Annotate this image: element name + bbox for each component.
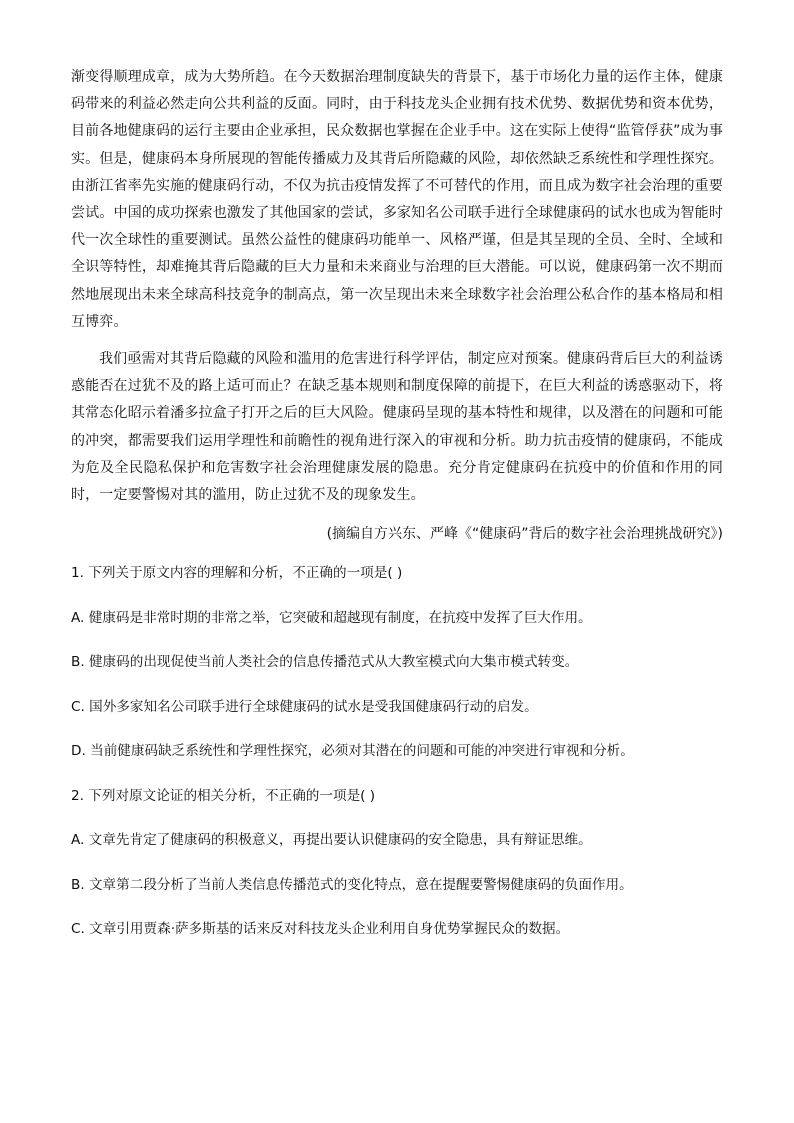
passage-paragraph-1: 渐变得顺理成章，成为大势所趋。在今天数据治理制度缺失的背景下，基于市场化力量的运作主体，健康码带来的利益必然走向公共利益的反面。同时，由于科技龙头企业拥有技术优势、数据优势和资本优势，目前各地健康码的运行主要由企业承担，民众数据也掌握在企业手中。这在实际上使得“监管俘获”成为事实。但是，健康码本身所展现的智能传播威力及其背后所隐藏的风险，却依然缺乏系统性和学理性探究。由浙江省率先实施的健康码行动，不仅为抗击疫情发挥了不可替代的作用，而且成为数字社会治理的重要尝试。中国的成功探索也激发了其他国家的尝试，多家知名公司联手进行全球健康码的试水也成为智能时代一次全球性的重要测试。虽然公益性的健康码功能单一、风格严谨，但是其呈现的全员、全时、全域和全识等特性，却难掩其背后隐藏的巨大力量和未来商业与治理的巨大潜能。可以说，健康码第一次不期而然地展现出未来全球高科技竞争的制高点，第一次呈现出未来全球数字社会治理公私合作的基本格局和相互博弈。	[71, 69, 723, 330]
question-1-option-d: D. 当前健康码缺乏系统性和学理性探究，必须对其潜在的问题和可能的冲突进行审视和分析。	[71, 743, 634, 760]
question-1-option-c: C. 国外多家知名公司联手进行全球健康码的试水是受我国健康码行动的启发。	[71, 698, 538, 715]
question-1-option-a: A. 健康码是非常时期的非常之举，它突破和超越现有制度，在抗疫中发挥了巨大作用。	[71, 609, 592, 626]
question-2-option-b: B. 文章第二段分析了当前人类信息传播范式的变化特点，意在提醒要警惕健康码的负面作用。	[71, 876, 633, 893]
passage-source: (摘编自方兴东、严峰《“健康码”背后的数字社会治理挑战研究》)	[326, 526, 723, 543]
question-1-option-b: B. 健康码的出现促使当前人类社会的信息传播范式从大教室模式向大集市模式转变。	[71, 654, 579, 671]
document-page	[71, 64, 723, 939]
question-2-option-a: A. 文章先肯定了健康码的积极意义，再提出要认识健康码的安全隐患，具有辩证思维。	[71, 832, 592, 849]
question-2-stem: 2. 下列对原文论证的相关分析，不正确的一项是( )	[71, 787, 376, 804]
passage-paragraph-2: 我们亟需对其背后隐藏的风险和滥用的危害进行科学评估，制定应对预案。健康码背后巨大的利益诱惑能否在过犹不及的路上适可而止？在缺乏基本规则和制度保障的前提下，在巨大利益的诱惑驱动下，将其常态化昭示着潘多拉盒子打开之后的巨大风险。健康码呈现的基本特性和规律，以及潜在的问题和可能的冲突，都需要我们运用学理性和前瞻性的视角进行深入的审视和分析。助力抗击疫情的健康码，不能成为危及全民隐私保护和危害数字社会治理健康发展的隐患。充分肯定健康码在抗疫中的价值和作用的同时，一定要警惕对其的滥用，防止过犹不及的现象发生。	[71, 351, 723, 504]
question-1	[71, 563, 723, 761]
question-2	[71, 786, 723, 940]
question-2-option-c: C. 文章引用贾森·萨多斯基的话来反对科技龙头企业利用自身优势掌握民众的数据。	[71, 921, 570, 938]
question-1-stem: 1. 下列关于原文内容的理解和分析，不正确的一项是( )	[71, 565, 403, 582]
